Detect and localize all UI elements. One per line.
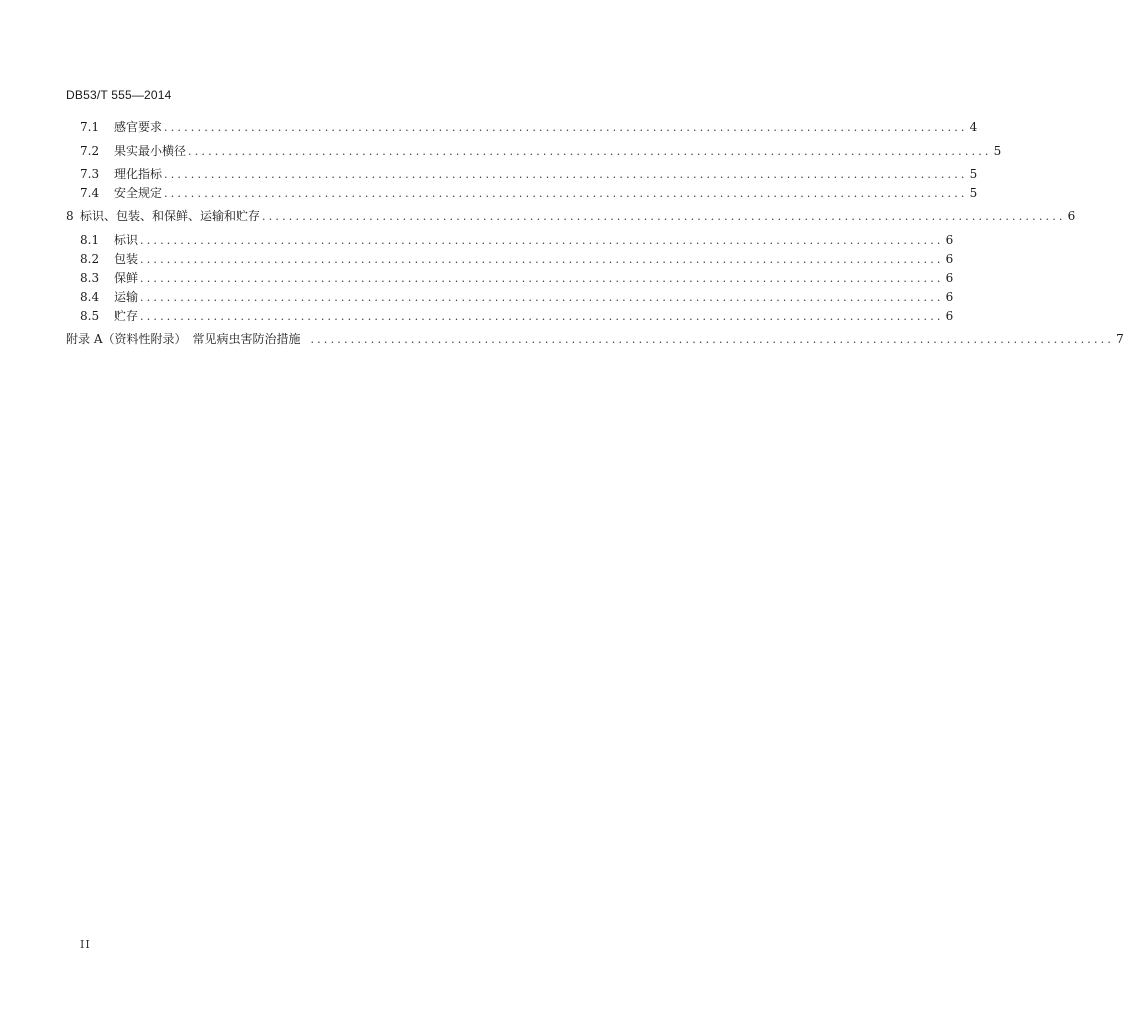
toc-entry-title: 理化指标 <box>114 167 163 181</box>
toc-leader-dots: ........................................................................................................................ <box>188 145 992 158</box>
toc-entry[interactable] <box>66 207 1076 225</box>
toc-entry-number: 8.5 <box>80 309 100 323</box>
page-number-footer: II <box>80 938 91 951</box>
toc-entry[interactable] <box>80 288 954 306</box>
toc-entry[interactable] <box>80 118 978 136</box>
toc-entry-number: 8 <box>66 209 74 223</box>
toc-leader-dots: ........................................................................................................................ <box>262 210 1066 223</box>
toc-leader-dots: ........................................................................................................................ <box>140 291 944 304</box>
toc-entry-page: 7 <box>1116 332 1124 346</box>
toc-entry-number: 8.2 <box>80 252 100 266</box>
toc-entry-page: 5 <box>969 186 978 200</box>
toc-entry-title: 安全规定 <box>114 186 163 200</box>
toc-entry[interactable] <box>80 269 954 287</box>
toc-entry-title: 包装 <box>114 252 139 266</box>
toc-leader-dots: ........................................................................................................................ <box>140 272 944 285</box>
toc-entry[interactable] <box>80 165 978 183</box>
toc-entry-page: 6 <box>945 252 954 266</box>
toc-entry-title: 附录 A（资料性附录） 常见病虫害防治措施 <box>66 332 301 346</box>
toc-entry-number: 7.2 <box>80 144 100 158</box>
toc-entry-number: 8.4 <box>80 290 100 304</box>
toc-entry-page: 5 <box>969 167 978 181</box>
toc-entry[interactable] <box>80 250 954 268</box>
toc-entry-number: 7.3 <box>80 167 100 181</box>
toc-entry-title: 感官要求 <box>114 120 163 134</box>
toc-leader-dots: ........................................................................................................................ <box>164 187 968 200</box>
toc-leader-dots: ........................................................................................................................ <box>310 333 1115 346</box>
toc-leader-dots: ........................................................................................................................ <box>164 121 968 134</box>
toc-entry-page: 4 <box>969 120 978 134</box>
toc-entry-page: 6 <box>1067 209 1076 223</box>
toc-leader-dots: ........................................................................................................................ <box>164 168 968 181</box>
toc-entry-number: 7.1 <box>80 120 100 134</box>
toc-entry-page: 6 <box>945 233 954 247</box>
toc-leader-dots: ........................................................................................................................ <box>140 310 944 323</box>
document-code-header: DB53/T 555—2014 <box>66 88 172 102</box>
toc-entry-page: 6 <box>945 290 954 304</box>
toc-entry-title: 运输 <box>114 290 139 304</box>
toc-entry-title: 果实最小横径 <box>114 144 187 158</box>
toc-entry-number: 8.3 <box>80 271 100 285</box>
toc-entry[interactable] <box>80 307 954 325</box>
toc-entry[interactable] <box>66 330 1124 348</box>
toc-entry-page: 6 <box>945 271 954 285</box>
toc-entry[interactable] <box>80 231 954 249</box>
toc-entry[interactable] <box>80 184 978 202</box>
toc-leader-dots: ........................................................................................................................ <box>140 234 944 247</box>
toc-entry[interactable] <box>80 142 1002 160</box>
toc-entry-number: 7.4 <box>80 186 100 200</box>
toc-entry-page: 6 <box>945 309 954 323</box>
toc-entry-title: 标识 <box>114 233 139 247</box>
toc-entry-title: 贮存 <box>114 309 139 323</box>
toc-entry-page: 5 <box>993 144 1002 158</box>
toc-leader-dots: ........................................................................................................................ <box>140 253 944 266</box>
toc-entry-title: 标识、包装、和保鲜、运输和贮存 <box>80 209 261 223</box>
toc-entry-title: 保鲜 <box>114 271 139 285</box>
toc-entry-number: 8.1 <box>80 233 100 247</box>
